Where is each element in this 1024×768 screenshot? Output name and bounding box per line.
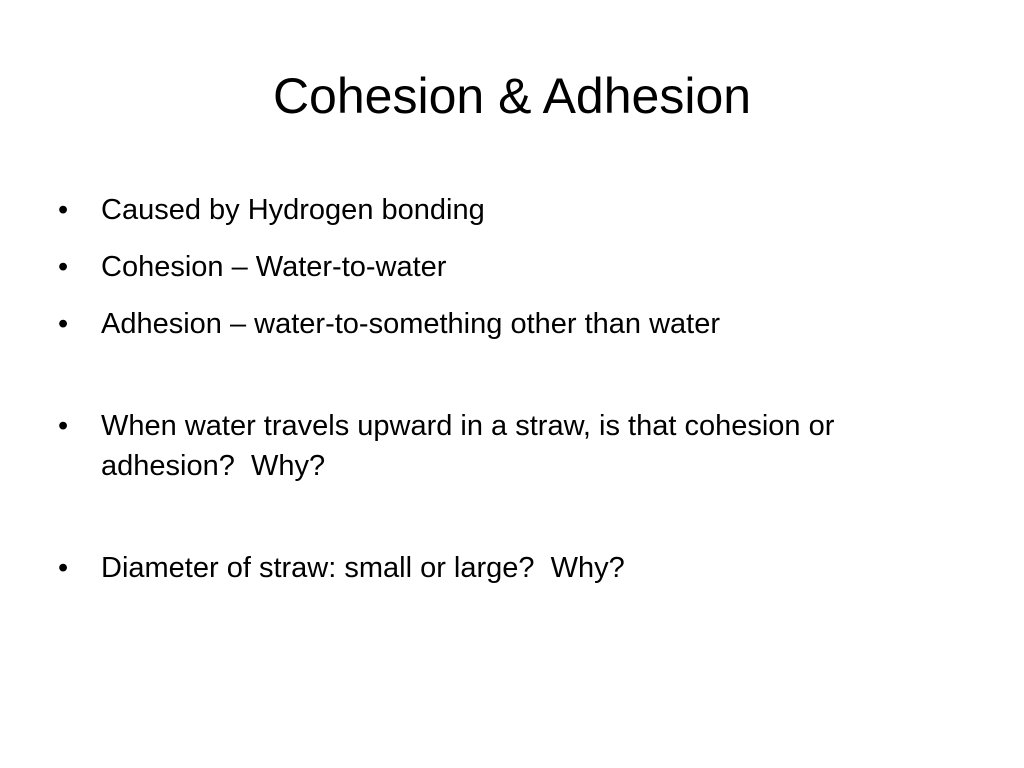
bullet-text: When water travels upward in a straw, is that cohesion or adhesion? Why? [101, 410, 843, 482]
bullet-item [58, 406, 958, 486]
bullet-list [58, 190, 958, 605]
bullet-item [58, 548, 958, 588]
bullet-dot-icon: • [58, 552, 69, 584]
bullet-dot-icon: • [58, 194, 69, 226]
bullet-text: Cohesion – Water-to-water [101, 251, 447, 283]
bullet-text: Adhesion – water-to-something other than water [101, 308, 721, 340]
bullet-item [58, 190, 958, 230]
bullet-dot-icon: • [58, 308, 69, 340]
bullet-text: Caused by Hydrogen bonding [101, 194, 485, 226]
bullet-item [58, 304, 958, 344]
bullet-item [58, 247, 958, 287]
bullet-dot-icon: • [58, 410, 69, 442]
bullet-text: Diameter of straw: small or large? Why? [101, 552, 625, 584]
bullet-dot-icon: • [58, 251, 69, 283]
slide-title: Cohesion & Adhesion [272, 68, 752, 124]
